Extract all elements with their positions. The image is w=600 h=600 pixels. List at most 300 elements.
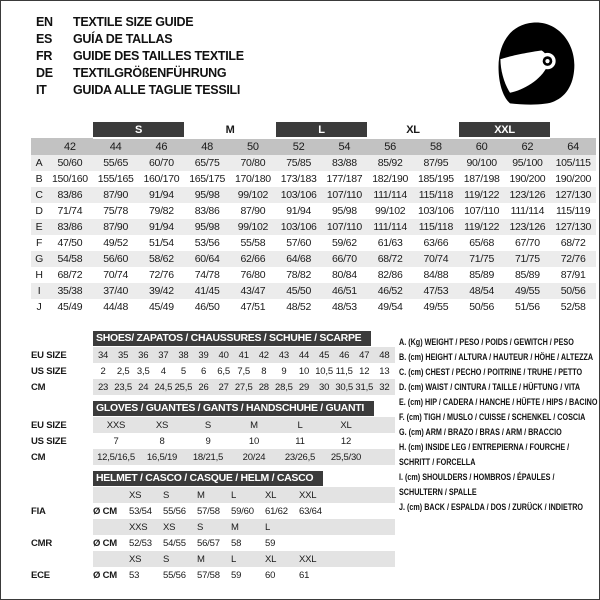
gloves-value: M	[250, 419, 258, 431]
gloves-row-label: CM	[31, 451, 46, 463]
measurement-value: 91/94	[148, 221, 174, 233]
helmet-size-label: XXL	[299, 489, 317, 501]
legend-line: F. (cm) TIGH / MUSLO / CUISSE / SCHENKEL / COSCIA	[399, 412, 586, 422]
measurement-value: 52/58	[560, 301, 586, 313]
measurement-value: 87/90	[240, 205, 266, 217]
shoes-value: 10	[298, 365, 310, 377]
measurement-rows	[31, 155, 596, 315]
shoes-value: 45	[318, 349, 330, 361]
helmet-size-value: 59/60	[231, 505, 254, 517]
measurement-value: 103/106	[280, 189, 317, 201]
measurement-value: 103/106	[280, 221, 317, 233]
shoes-row-values	[93, 379, 395, 395]
helmet-size-value: 54/55	[163, 537, 186, 549]
helmet-size-value: 57/58	[197, 505, 220, 517]
language-line	[36, 82, 244, 99]
measurement-value: 39/42	[148, 285, 174, 297]
legend-line: SCHULTERN / SPALLE	[399, 487, 477, 497]
helmet-size-label: XXL	[299, 553, 317, 565]
helmet-unit-label: Ø CM	[93, 537, 118, 549]
measurement-value: 54/58	[57, 253, 83, 265]
gloves-row-values	[93, 449, 395, 465]
measurement-row	[31, 267, 596, 283]
measurement-value: 59/62	[331, 237, 357, 249]
measurement-value: 87/90	[103, 189, 129, 201]
measurement-value: 83/86	[194, 205, 220, 217]
measurement-value: 85/89	[469, 269, 495, 281]
helmet-size-label: L	[265, 521, 271, 533]
gloves-rows	[31, 417, 395, 465]
helmet-size-label: XS	[129, 489, 142, 501]
shoes-value: 2	[100, 365, 106, 377]
helmet-size-value: 53	[129, 569, 140, 581]
gloves-row-values	[93, 417, 395, 433]
measurement-value: 119/122	[464, 189, 500, 201]
helmet-size-label: XL	[265, 489, 277, 501]
measurement-letter: C	[35, 189, 43, 201]
measurement-value: 90/100	[466, 157, 497, 169]
measurement-row	[31, 283, 596, 299]
shoes-value: 44	[298, 349, 310, 361]
helmet-standard-row	[31, 535, 395, 551]
size-number: 60	[459, 138, 505, 155]
shoes-value: 43	[278, 349, 289, 361]
language-header	[36, 14, 244, 99]
shoes-row-label: US SIZE	[31, 365, 67, 377]
measurement-value: 41/45	[194, 285, 220, 297]
helmet-size-value: 60	[265, 569, 276, 581]
gloves-value: 18/21,5	[192, 451, 224, 463]
shoes-value: 36	[138, 349, 149, 361]
gloves-value: 9	[205, 435, 211, 447]
measurement-value: 61/63	[377, 237, 403, 249]
measurement-value: 99/102	[237, 189, 269, 201]
shoes-row	[31, 347, 395, 363]
shoes-value: 27,5	[234, 381, 253, 393]
gloves-value: S	[204, 419, 212, 431]
gloves-value: 20/24	[242, 451, 266, 463]
measurement-row	[31, 235, 596, 251]
measurement-value: 99/102	[237, 221, 269, 233]
measurement-row	[31, 155, 596, 171]
measurement-value: 35/38	[57, 285, 83, 297]
measurement-value: 107/110	[326, 221, 362, 233]
measurement-value: 44/48	[103, 301, 129, 313]
measurement-value: 71/75	[514, 253, 540, 265]
helmet-size-value: 57/58	[197, 569, 220, 581]
band-s: S	[93, 122, 185, 138]
measurement-value: 49/55	[514, 285, 540, 297]
measurement-value: 45/50	[286, 285, 312, 297]
measurement-value: 111/114	[510, 205, 545, 217]
band-xxl: XXL	[459, 122, 551, 138]
gloves-value: 23/26,5	[284, 451, 316, 463]
gloves-value: XXS	[106, 419, 126, 431]
language-title: TEXTILE SIZE GUIDE	[73, 15, 194, 29]
measurement-value: 46/51	[331, 285, 357, 297]
helmet-value-cells	[129, 506, 333, 517]
band-spacer	[550, 122, 596, 138]
language-title: GUIDA ALLE TAGLIE TESSILI	[73, 83, 241, 97]
gloves-value: 12	[340, 435, 352, 447]
language-code: FR	[36, 49, 53, 63]
measurement-value: 70/74	[103, 269, 129, 281]
helmet-size-value: 59	[265, 537, 276, 549]
shoes-value: 5	[180, 365, 186, 377]
language-title: GUÍA DE TALLAS	[73, 32, 173, 46]
measurement-value: 56/60	[103, 253, 129, 265]
measurement-value: 84/88	[423, 269, 449, 281]
helmet-sizes-values	[93, 487, 395, 503]
size-number: 58	[413, 138, 459, 155]
measurement-value: 170/180	[234, 173, 271, 185]
measurement-value: 115/118	[418, 221, 454, 233]
measurement-letter: H	[35, 269, 43, 281]
measurement-value: 74/78	[194, 269, 220, 281]
measurement-value: 47/50	[57, 237, 83, 249]
measurement-letter: E	[35, 221, 43, 233]
helmet-size-value: 61	[299, 569, 310, 581]
measurement-value: 123/126	[509, 221, 546, 233]
measurement-value: 48/52	[286, 301, 312, 313]
shoes-value: 23	[97, 381, 109, 393]
helmet-title: HELMET / CASCO / CASQUE / HELM / CASCO	[93, 471, 323, 486]
measurement-value: 150/160	[51, 173, 88, 185]
shoes-row-values	[93, 363, 395, 379]
language-code: ES	[36, 32, 53, 46]
helmet-size-value: 55/56	[163, 505, 186, 517]
shoes-value: 25,5	[174, 381, 193, 393]
helmet-standard-row	[31, 503, 395, 519]
measurement-value: 182/190	[372, 173, 409, 185]
measurement-value: 47/53	[423, 285, 449, 297]
shoes-value: 42	[258, 349, 269, 361]
measurement-value: 103/106	[417, 205, 454, 217]
measurement-row	[31, 219, 596, 235]
shoes-value: 23,5	[114, 381, 132, 393]
size-number: 56	[367, 138, 413, 155]
measurement-value: 115/119	[555, 205, 591, 217]
shoes-value: 35	[118, 349, 129, 361]
measurement-letter: F	[35, 237, 43, 249]
legend-line: H. (cm) INSIDE LEG / ENTREPIERNA / FOURCHE /	[399, 442, 570, 452]
measurement-value: 49/52	[103, 237, 129, 249]
legend-line: C. (cm) CHEST / PECHO / POITRINE / TRUHE / PETTO	[399, 367, 583, 377]
legend-line: SCHRITT / FORCELLA	[399, 457, 476, 467]
shoes-value: 28,5	[275, 381, 293, 393]
helmet-size-label: M	[197, 489, 205, 501]
measurement-value: 87/95	[423, 157, 449, 169]
measurement-value: 87/91	[560, 269, 586, 281]
measurement-value: 173/183	[280, 173, 317, 185]
helmet-size-cells	[129, 554, 333, 565]
measurement-value: 68/72	[377, 253, 403, 265]
shoes-value: 24	[138, 381, 149, 393]
measurement-letter: A	[35, 157, 43, 169]
legend-line: I. (cm) SHOULDERS / HOMBROS / ÉPAULES /	[399, 472, 555, 482]
gloves-row-label: US SIZE	[31, 435, 67, 447]
shoes-value: 40	[218, 349, 229, 361]
shoes-value: 26	[198, 381, 209, 393]
measurement-value: 123/126	[509, 189, 546, 201]
shoes-value: 38	[178, 349, 189, 361]
measurement-value: 79/82	[148, 205, 174, 217]
band-xl: XL	[367, 122, 459, 138]
size-number: 52	[276, 138, 322, 155]
measurement-value: 45/49	[148, 301, 174, 313]
helmet-size-label: S	[197, 521, 204, 533]
shoes-table	[31, 331, 395, 395]
measurement-value: 58/62	[148, 253, 174, 265]
language-code: IT	[36, 83, 47, 97]
measurement-value: 50/60	[57, 157, 83, 169]
gloves-title-band	[93, 401, 395, 416]
measurement-value: 95/100	[512, 157, 543, 169]
measurement-value: 37/40	[103, 285, 129, 297]
gloves-value: 25,5/30	[330, 451, 362, 463]
measurement-value: 66/70	[331, 253, 357, 265]
measurement-value: 67/70	[514, 237, 540, 249]
measurement-value: 71/75	[469, 253, 495, 265]
helmet-table	[31, 471, 395, 583]
shoes-value: 28	[258, 381, 269, 393]
measurement-value: 49/55	[423, 301, 449, 313]
helmet-size-label: S	[163, 489, 170, 501]
band-m: M	[184, 122, 276, 138]
measurement-value: 65/68	[469, 237, 495, 249]
measurement-value: 72/76	[560, 253, 586, 265]
clothing-size-table	[31, 122, 596, 315]
measurement-value: 50/56	[560, 285, 586, 297]
helmet-size-label: XS	[129, 553, 142, 565]
gloves-value: L	[297, 419, 303, 431]
helmet-standard-label: CMR	[31, 537, 53, 549]
shoes-value: 6	[200, 365, 207, 377]
measurement-value: 177/187	[326, 173, 363, 185]
measurement-value: 107/110	[326, 189, 362, 201]
gloves-table	[31, 401, 395, 465]
measurement-value: 111/114	[373, 221, 407, 233]
gloves-value: 8	[159, 435, 165, 447]
measurement-row	[31, 299, 596, 315]
measurement-value: 47/51	[240, 301, 266, 313]
gloves-row-values	[93, 433, 395, 449]
shoes-value: 24,5	[154, 381, 173, 393]
measurement-value: 75/85	[286, 157, 312, 169]
gloves-value: XS	[155, 419, 169, 431]
band-spacer	[31, 122, 47, 138]
measurement-value: 83/88	[331, 157, 357, 169]
measurement-value: 78/82	[286, 269, 312, 281]
language-line	[36, 48, 244, 65]
measurement-value: 70/74	[423, 253, 449, 265]
measurement-value: 165/175	[189, 173, 226, 185]
measurement-value: 45/49	[57, 301, 83, 313]
gloves-row	[31, 417, 395, 433]
legend-line: A. (Kg) WEIGHT / PESO / POIDS / GEWITCH / PESO	[399, 337, 574, 347]
helmet-sizes-row	[31, 519, 395, 535]
language-title: GUIDE DES TAILLES TEXTILE	[73, 49, 244, 63]
measurement-value: 75/78	[103, 205, 129, 217]
measurement-value: 68/72	[57, 269, 83, 281]
helmet-standard-label: FIA	[31, 505, 46, 517]
measurement-value: 127/130	[555, 221, 592, 233]
helmet-sizes-row	[31, 487, 395, 503]
shoes-row-label: EU SIZE	[31, 349, 67, 361]
helmet-size-label: XXS	[129, 521, 148, 533]
helmet-standard-values	[93, 503, 395, 519]
helmet-size-value: 58	[231, 537, 242, 549]
measurement-value: 107/110	[464, 205, 500, 217]
shoes-row-label: CM	[31, 381, 46, 393]
shoes-rows	[31, 347, 395, 395]
language-line	[36, 31, 244, 48]
measurement-value: 60/70	[148, 157, 174, 169]
measurement-legend	[399, 335, 599, 515]
measurement-value: 91/94	[148, 189, 174, 201]
measurement-value: 155/165	[97, 173, 134, 185]
racing-helmet-icon	[487, 15, 583, 111]
measurement-value: 65/75	[194, 157, 220, 169]
measurement-value: 95/98	[194, 221, 220, 233]
shoes-value: 37	[158, 349, 169, 361]
measurement-value: 71/74	[57, 205, 83, 217]
measurement-value: 57/60	[286, 237, 312, 249]
gloves-value: XL	[340, 419, 352, 431]
measurement-value: 63/66	[423, 237, 449, 249]
measurement-value: 119/122	[464, 221, 500, 233]
measurement-value: 105/115	[555, 157, 591, 169]
shoes-value: 13	[379, 365, 390, 377]
helmet-unit-label: Ø CM	[93, 505, 118, 517]
shoes-value: 47	[359, 349, 370, 361]
shoes-row	[31, 363, 395, 379]
measurement-value: 95/98	[331, 205, 357, 217]
measurement-value: 68/72	[560, 237, 586, 249]
helmet-title-band	[93, 471, 395, 486]
measurement-value: 49/54	[377, 301, 403, 313]
measurement-value: 46/52	[377, 285, 403, 297]
measurement-letter: D	[35, 205, 43, 217]
size-number: 54	[322, 138, 368, 155]
helmet-sizes-values	[93, 551, 395, 567]
gloves-row	[31, 449, 395, 465]
language-line	[36, 14, 244, 31]
measurement-value: 190/200	[555, 173, 592, 185]
measurement-value: 76/80	[240, 269, 266, 281]
shoes-value: 8	[261, 365, 267, 377]
helmet-size-label: M	[197, 553, 205, 565]
helmet-standard-values	[93, 567, 395, 583]
size-number: 44	[93, 138, 139, 155]
helmet-size-value: 61/62	[265, 505, 288, 517]
language-line	[36, 65, 244, 82]
helmet-value-cells	[129, 538, 299, 549]
helmet-unit-label: Ø CM	[93, 569, 118, 581]
shoes-value: 29	[298, 381, 310, 393]
gloves-value: 12,5/16,5	[97, 451, 135, 463]
size-number: 48	[184, 138, 230, 155]
measurement-row	[31, 203, 596, 219]
helmet-section	[31, 487, 395, 519]
size-number: 46	[139, 138, 185, 155]
measurement-value: 99/102	[374, 205, 406, 217]
measurement-letter: G	[35, 253, 43, 265]
gloves-row	[31, 433, 395, 449]
size-number-row	[31, 138, 596, 155]
helmet-size-label: XS	[163, 521, 176, 533]
helmet-size-label: M	[231, 521, 239, 533]
size-number: 64	[550, 138, 596, 155]
measurement-value: 115/118	[418, 189, 454, 201]
helmet-size-label: L	[231, 489, 237, 501]
measurement-value: 50/56	[469, 301, 495, 313]
measurement-value: 111/114	[373, 189, 407, 201]
measurement-value: 83/86	[57, 221, 83, 233]
helmet-size-value: 52/53	[129, 537, 152, 549]
measurement-value: 60/64	[194, 253, 220, 265]
helmet-size-label: S	[163, 553, 170, 565]
shoes-title: SHOES/ ZAPATOS / CHAUSSURES / SCHUHE / SCARPE	[93, 331, 371, 346]
shoes-value: 12	[359, 365, 370, 377]
language-code: EN	[36, 15, 53, 29]
measurement-value: 80/84	[331, 269, 357, 281]
helmet-size-value: 63/64	[299, 505, 322, 517]
helmet-standard-row	[31, 567, 395, 583]
size-number: 42	[47, 138, 93, 155]
measurement-value: 51/54	[148, 237, 174, 249]
band-spacer	[47, 122, 93, 138]
measurement-value: 87/90	[103, 221, 129, 233]
measurement-value: 160/170	[143, 173, 180, 185]
measurement-value: 48/54	[469, 285, 495, 297]
shoes-value: 3,5	[136, 365, 150, 377]
legend-line: B. (cm) HEIGHT / ALTURA / HAUTEUR / HÖHE / ALTEZZA	[399, 352, 594, 362]
measurement-value: 85/92	[377, 157, 403, 169]
measurement-value: 70/80	[240, 157, 266, 169]
shoes-title-band	[93, 331, 395, 346]
helmet-section	[31, 551, 395, 583]
language-title: TEXTILGRÖßENFÜHRUNG	[73, 66, 227, 80]
shoes-value: 39	[198, 349, 209, 361]
shoes-value: 10,5	[315, 365, 333, 377]
shoes-row	[31, 379, 395, 395]
measurement-value: 187/198	[463, 173, 500, 185]
legend-line: E. (cm) HIP / CADERA / HANCHE / HÜFTE / HIPS / BACINO	[399, 397, 598, 407]
helmet-size-value: 56/57	[197, 537, 220, 549]
measurement-value: 95/98	[194, 189, 220, 201]
gloves-title: GLOVES / GUANTES / GANTS / HANDSCHUHE / GUANTI	[93, 401, 374, 416]
shoes-value: 41	[238, 349, 249, 361]
shoes-row-values	[93, 347, 395, 363]
shoes-value: 30	[318, 381, 330, 393]
measurement-value: 43/47	[240, 285, 266, 297]
shoes-value: 48	[379, 349, 390, 361]
measurement-value: 190/200	[509, 173, 546, 185]
shoes-value: 7,5	[237, 365, 250, 377]
shoes-value: 30,5	[335, 381, 354, 393]
measurement-value: 91/94	[286, 205, 312, 217]
measurement-row	[31, 251, 596, 267]
gloves-value: 11	[295, 435, 305, 447]
gloves-value: 10	[248, 435, 260, 447]
measurement-value: 53/56	[194, 237, 220, 249]
gloves-value: 16,5/19	[146, 451, 178, 463]
language-code: DE	[36, 66, 53, 80]
legend-line: D. (cm) WAIST / CINTURA / TAILLE / HÜFTUNG / VITA	[399, 382, 581, 392]
shoes-value: 2,5	[116, 365, 130, 377]
band-l: L	[276, 122, 368, 138]
